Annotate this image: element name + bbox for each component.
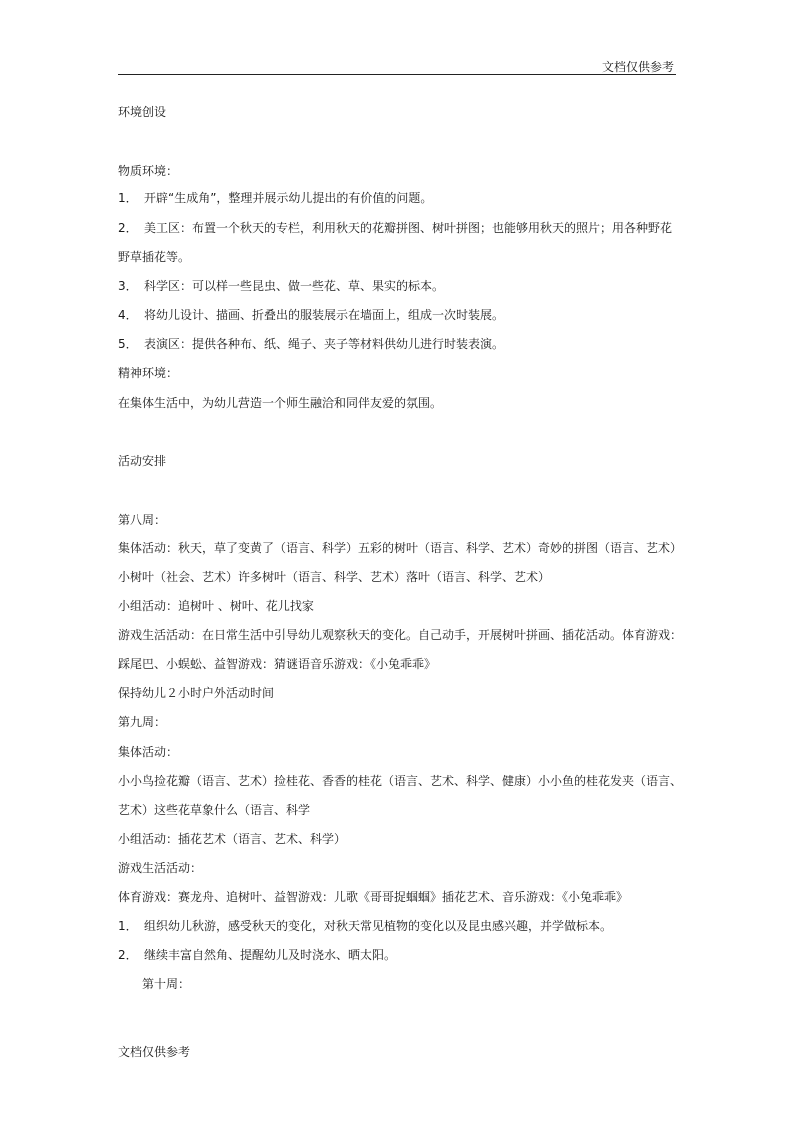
week9-line: 艺术）这些花草象什么（语言、科学 (118, 803, 311, 817)
week9-line: 体育游戏：赛龙舟、追树叶、益智游戏：儿歌《哥哥捉蝈蝈》插花艺术、音乐游戏：《小兔乖乖》 (118, 890, 629, 904)
env-item-number: 3． (118, 279, 138, 293)
week9-item-2 (118, 947, 396, 963)
env-item-number: 2． (118, 221, 138, 235)
env-item-text: 美工区：布置一个秋天的专栏，利用秋天的花瓣拼图、树叶拼图；也能够用秋天的照片；用各种野花 (144, 221, 673, 235)
week9-item-text: 组织幼儿秋游，感受秋天的变化，对秋天常见植物的变化以及昆虫感兴趣，并学做标本。 (144, 919, 613, 933)
week8-line: 踩尾巴、小蜈蚣、益智游戏：猜谜语音乐游戏：《小兔乖乖》 (118, 657, 437, 671)
material-env-heading: 物质环境： (118, 164, 179, 178)
week9-item-1 (118, 918, 612, 934)
week9-line: 小小鸟捡花瓣（语言、艺术）捡桂花、香香的桂花（语言、艺术、科学、健康）小小鱼的桂花发夹（语言、 (118, 774, 683, 788)
env-item-text: 开辟“生成角”，整理并展示幼儿提出的有价值的问题。 (144, 191, 433, 205)
section-title-environment: 环境创设 (118, 105, 167, 119)
spirit-env-text: 在集体生活中，为幼儿营造一个师生融洽和同伴友爱的氛围。 (118, 396, 443, 410)
week8-line: 游戏生活活动：在日常生活中引导幼儿观察秋天的变化。自己动手，开展树叶拼画、插花活动。体育游戏： (118, 628, 683, 642)
env-item-number: 5． (118, 337, 138, 351)
week9-line: 集体活动： (118, 745, 179, 759)
env-item-5 (118, 336, 504, 352)
header-note: 文档仅供参考 (601, 60, 674, 74)
env-item-2-continued: 野草插花等。 (118, 250, 191, 264)
week8-line: 保持幼儿２小时户外活动时间 (118, 686, 275, 700)
env-item-4 (118, 307, 504, 323)
week8-line: 小树叶（社会、艺术）许多树叶（语言、科学、艺术）落叶（语言、科学、艺术） (118, 570, 551, 584)
env-item-text: 表演区：提供各种布、纸、绳子、夹子等材料供幼儿进行时装表演。 (144, 337, 505, 351)
week9-heading: 第九周： (118, 715, 167, 729)
footer-note: 文档仅供参考 (118, 1045, 191, 1059)
week9-item-number: 1． (118, 919, 138, 933)
section-title-activities: 活动安排 (118, 454, 167, 468)
env-item-text: 将幼儿设计、描画、折叠出的服装展示在墙面上，组成一次时装展。 (144, 308, 505, 322)
week8-line: 小组活动：追树叶 、树叶、花儿找家 (118, 599, 314, 613)
env-item-2 (118, 220, 672, 236)
week9-line: 游戏生活活动： (118, 861, 203, 875)
week9-line: 小组活动：插花艺术（语言、艺术、科学） (118, 832, 347, 846)
env-item-number: 1． (118, 191, 138, 205)
week8-heading: 第八周： (118, 513, 167, 527)
env-item-text: 科学区：可以样一些昆虫、做一些花、草、果实的标本。 (144, 279, 445, 293)
env-item-number: 4． (118, 308, 138, 322)
week9-item-text: 继续丰富自然角、提醒幼儿及时浇水、晒太阳。 (144, 948, 397, 962)
spirit-env-heading: 精神环境： (118, 366, 179, 380)
week9-item-number: 2． (118, 948, 138, 962)
env-item-1 (118, 190, 432, 206)
week8-line: 集体活动：秋天，草了变黄了（语言、科学）五彩的树叶（语言、科学、艺术）奇妙的拼图（语言、艺术） (118, 541, 683, 555)
header-divider (118, 74, 676, 75)
week10-heading: 第十周： (142, 977, 191, 991)
env-item-3 (118, 278, 444, 294)
